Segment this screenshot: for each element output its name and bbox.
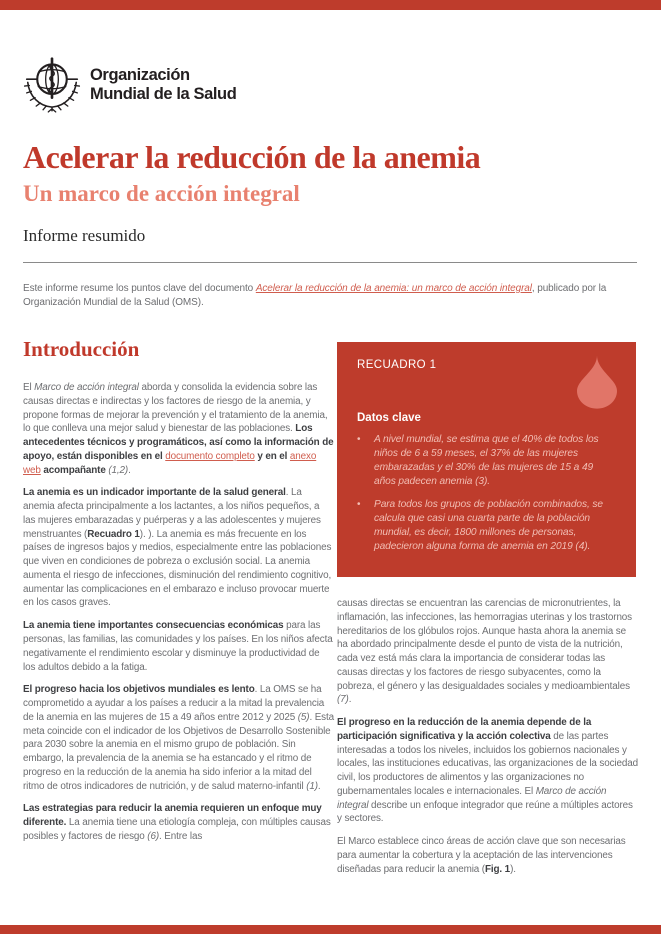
recuadro-1-box [337,342,636,577]
text-run: . [348,694,352,706]
left-column [23,381,334,853]
box-heading: Datos clave [357,412,421,424]
text-run: . Esta meta coincide con el indicador de los Objetivos de Desarrollo Sostenible para 2030 sobre la anemia en el mismo grupo de población. Sin embargo, la prevalencia de la anemia se ha estancado y el ritmo de progreso en la reducción de la anemia ha sido inferior a la mitad del ritmo de otros indicadores de nutrición, y de salud materno-infantil [23,711,334,792]
text-run: (6) [147,830,160,842]
text-run: Las estrategias para reducir la anemia requieren un enfoque muy diferente. [23,803,322,829]
text-run: . [317,780,321,792]
bottom-accent-bar [0,925,661,934]
box-label: RECUADRO 1 [357,359,437,371]
text-run: La anemia tiene una etiología compleja, con múltiples causas posibles y factores de riesgo [23,817,331,842]
text-run: El progreso hacia los objetivos mundiales es lento [23,684,255,696]
inline-link[interactable]: Acelerar la reducción de la anemia: un marco de acción integral [255,283,532,294]
text-run: aborda y consolida la evidencia sobre las causas directas e indirectas y los factores de riesgo de la anemia, y propone formas de mejorar la prevención y el tratamiento de la anemia, lo que conlleva una mejor salud y bienestar de las poblaciones. [23,382,328,435]
text-run: La anemia es un indicador importante de la salud general [23,487,286,499]
who-logo-text [90,66,236,103]
bullet-text: A nivel mundial, se estima que el 40% de todos los niños de 6 a 59 meses, el 37% de las mujeres embarazadas y el 30% de las mujeres de 15 a 49 años padecen anemia (3). [374,434,599,487]
divider [23,262,637,263]
text-run: El Marco establece cinco áreas de acción clave que son necesarias para aumentar la cobertura y la aceptación de las intervenciones diseñadas para reducir la anemia ( [337,836,626,875]
who-logo-text-line1: Organización [90,66,190,85]
who-logo-text-line2: Mundial de la Salud [90,85,237,103]
bullet-text: Para todos los grupos de población combinados, se calcula que casi una cuarta parte de la población mundial, es decir, 1800 millones de personas, padecieron alguna forma de anemia en 2019 (4). [374,498,603,552]
text-run: , publicado por la Organización Mundial de la Salud (OMS). [23,283,607,309]
section-heading-introduccion: Introducción [23,337,140,361]
paragraph [23,683,334,793]
paragraph [23,381,334,477]
text-run: (1) [306,780,318,792]
text-run: El progreso en la reducción de la anemia depende de la participación significativa y la acción colectiva [337,717,592,742]
text-run: Los antecedentes técnicos y programáticos, así como la información de apoyo, están disponibles en el [23,423,334,462]
text-run: Este informe resume los puntos clave del documento [23,283,256,294]
blood-drop-icon [577,355,617,409]
text-run: describe un enfoque integrador que reúne a múltiples actores y sectores. [337,799,633,825]
text-run: Fig. 1 [484,863,511,875]
bullet-icon: • [357,434,361,445]
page-subtitle: Un marco de acción integral [23,181,300,206]
who-logo [23,56,236,114]
text-run: acompañante [40,464,109,476]
doc-type-label: Informe resumido [23,226,146,245]
text-run: (7) [337,694,349,706]
inline-link[interactable]: anexo web [23,450,317,476]
text-run: para las personas, las familias, las comunidades y los países. En los niños afecta negativamente el rendimiento escolar y disminuye la productividad de los adultos debido a la fatiga. [23,620,333,673]
text-run: y en el [254,450,290,462]
text-run: Marco de acción integral [34,382,139,393]
bullet-icon: • [357,498,361,510]
text-run: . [128,464,131,476]
page-title: Acelerar la reducción de la anemia [23,139,481,175]
paragraph [337,835,638,876]
text-run: de las partes interesadas a todos los niveles, incluidos los gobiernos nacionales y locales, las instituciones educativas, las organizaciones de la sociedad civil, los productores de alimentos y las organizaciones no gubernamentales locales e internacionales. El [337,730,638,797]
text-run: Marco de acción integral [337,785,607,811]
paragraph [23,619,334,674]
bullet-item [357,498,616,554]
text-run: causas directas se encuentran las carencias de micronutrientes, la inflamación, las infecciones, las hemorragias uterinas y los trastornos hereditarios de los glóbulos rojos. Aunque hasta ahora la anemia se ha abordado principalmente desde el punto de vista de la nutrición, cada vez está más clara la importancia de considerar todas las causas directas y los factores de riesgo subyacentes, como la pobreza, el género y las desigualdades sociales y medioambientales [337,598,633,692]
paragraph [23,486,334,610]
text-run: La anemia tiene importantes consecuencias económicas [23,620,284,632]
paragraph [23,802,334,843]
box-bullet-list [357,433,616,554]
paragraph [337,716,638,826]
paragraph [337,597,638,707]
who-emblem-icon [23,56,81,114]
text-run: . La anemia afecta principalmente a los lactantes, a los niños pequeños, a las mujeres embarazadas y puérperas y a las adolescentes y mujeres menstruantes ( [23,487,321,540]
intro-note [23,282,637,310]
text-run: Recuadro 1 [87,528,140,540]
right-column [337,597,638,886]
text-run: ). [510,863,516,875]
text-run: . Entre las [159,830,203,842]
text-run: ). ). La anemia es más frecuente en los países de ingresos bajos y medios, especialmente entre las poblaciones que viven en condiciones de pobreza o exclusión social. La anemia aumenta el riesgo de infecciones, disminución del rendimiento cognitivo, aumentar las complicaciones en el embarazo e incluso provocar muerte en los casos graves. [23,528,332,609]
top-accent-bar [0,0,661,10]
inline-link[interactable]: documento completo [165,450,255,462]
text-run: (1,2) [108,464,129,476]
bullet-item [357,433,616,489]
text-run: El [23,382,35,393]
text-run: (5) [297,711,310,723]
text-run: . La OMS se ha comprometido a ayudar a los países a reducir a la mitad la prevalencia de la anemia en las mujeres de 15 a 49 años entre 2012 y 2025 [23,684,325,723]
